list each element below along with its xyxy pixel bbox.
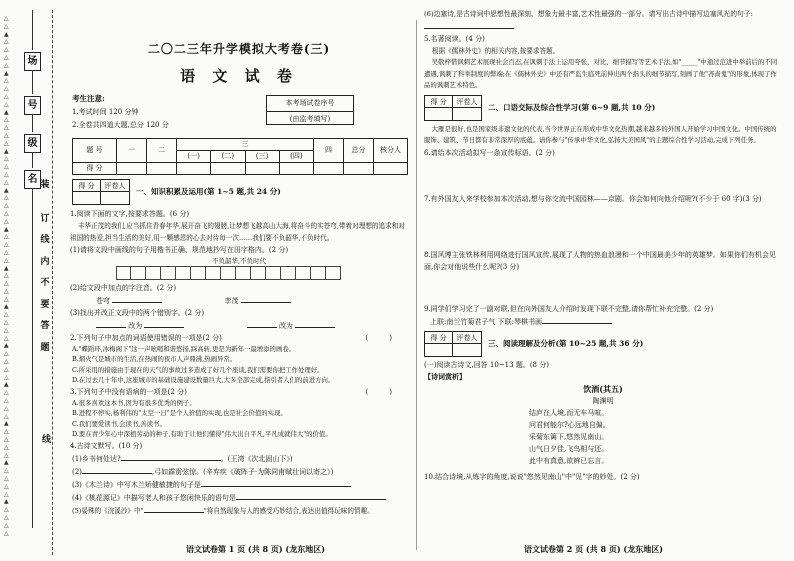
answer-blank[interactable] — [82, 465, 152, 474]
scorer-label: 评卷人 — [453, 96, 481, 108]
question-4-3-stem: (3)《木兰诗》中写木兰矫健敏捷的句子是 — [72, 480, 201, 489]
scorer-label: 得 分 — [425, 332, 453, 344]
change-to-label: 改为 — [128, 321, 143, 330]
question-4-2 — [72, 465, 412, 478]
score-cell[interactable] — [211, 162, 245, 174]
question-2-option-c: C.所采用的措施由于现在的天气的事故过多造成了好几个座谈,我们需要你把工作处理好。 — [72, 365, 324, 374]
question-8: 8.国风博主张铁林利用网络进行国风宣传,展现了人物的热血浪漫和一个中国最美少年的英雄梦。如果你们有机会见面,你会对他说些什么呢?(3 分) — [424, 250, 776, 271]
notice-title: 考生注意: — [72, 93, 105, 103]
score-table-header: 一 — [117, 138, 147, 162]
scorer-box — [424, 331, 482, 357]
question-7: 7.有外国友人来学校参加本次活动,想与你交流中国园林——京剧。你会如何向他介绍呢?(不少于 60 字)(3 分) — [424, 194, 762, 203]
question-2 — [70, 332, 412, 344]
score-cell[interactable] — [374, 162, 408, 174]
score-cell[interactable] — [279, 162, 313, 174]
question-4-6 — [424, 8, 782, 33]
answer-blank[interactable] — [236, 491, 386, 500]
answer-blank[interactable] — [121, 452, 221, 461]
question-4-4-stem: (4)《桃花源记》中描写老人和孩子悠闲快乐的语句是 — [72, 493, 236, 502]
couplet-text: 上联:南兰竹菊君子气 下联:琴棋书画 — [430, 317, 542, 326]
score-table — [72, 138, 408, 175]
score-field[interactable] — [425, 344, 453, 356]
word-to-annotate: 孪茂 — [224, 296, 239, 305]
score-cell[interactable] — [147, 162, 177, 174]
poem-title: 饮酒(其五) — [583, 383, 623, 394]
notice-item: 2.全卷共四道大题,总分 120 分 — [72, 120, 169, 129]
binding-label-number: 号 — [24, 96, 41, 115]
answer-blank[interactable] — [144, 319, 184, 328]
score-table-header: 二 — [147, 138, 177, 162]
binding-dashed-line — [52, 10, 53, 555]
subject-title: 语 文 试 卷 — [180, 67, 298, 85]
typo-answers — [96, 319, 412, 332]
question-1-3: (3)找出并改正文段中的两个错别字。(2 分) — [70, 308, 205, 317]
section-two-header — [424, 95, 782, 121]
binding-label-class: 级 — [24, 134, 41, 153]
section-three-part-one: (一)阅读古诗文,回答 10~13 题。(8 分) — [424, 360, 549, 369]
answer-blank[interactable] — [241, 294, 291, 303]
change-to-label: 改为 — [278, 321, 293, 330]
answer-blank[interactable] — [295, 319, 335, 328]
question-4-3 — [72, 478, 412, 491]
score-table-subheader: (四) — [279, 150, 313, 162]
answer-space[interactable] — [424, 273, 782, 303]
couplet — [430, 315, 782, 328]
answer-bracket[interactable]: ( ) — [365, 333, 392, 342]
question-9: 9.同学们学习完了一副对联,但在向外国友人介绍时发现下联不完整,请你帮忙补充完整。(2 分) — [424, 304, 714, 313]
page-two — [424, 8, 782, 556]
question-2-option-d: D.在过去几十年中,这座城市的基础设施建设数量巨大,大多全部完成,指引者人们的前进方向。 — [72, 376, 335, 385]
score-cell[interactable] — [177, 162, 211, 174]
question-4-5-tail: "将自然现象与人的感受巧妙结合,表达出值得玩味的情趣。 — [203, 506, 374, 515]
poem-label: 【诗词赏析】 — [424, 371, 466, 381]
scorer-label: 得 分 — [73, 180, 101, 192]
question-2-stem: 2.下列句子中加点的词语使用错误的一项是(2 分) — [70, 333, 222, 342]
seat-number-hint: (由监考填写) — [267, 111, 353, 126]
binding-margin — [0, 0, 72, 561]
binding-label-venue: 场 — [24, 52, 41, 71]
scorer-box — [72, 179, 130, 205]
poem-line: 此中有真意,欲辨已忘言。 — [529, 456, 609, 465]
section-one-header — [72, 179, 412, 205]
score-table-subheader: (一) — [177, 150, 211, 162]
triangle-border-decoration: △ △ ▲ △ △ △ △ ▲ △ △ △ △ ▲ △ △ △ △ ▲ △ △ △ △ ▲ △ △ △ △ ▲ △ △ △ △ ▲ △ △ △ △ ▲ △ △ △ △ ▲ △ △ △ △ ▲ △ △ △ △ ▲ △ △ △ △ ▲ △ △ △ △ ▲ △ △ △ △ — [4, 15, 8, 537]
binding-label-name: 名 — [24, 170, 41, 189]
binding-warning-text: 装 订 线 内 不 要 答 题 — [40, 180, 50, 353]
question-1-1: (1)请将文段中画线的句子用楷书正确、规范地抄写在田字格内。(2 分) — [70, 245, 289, 254]
score-cell[interactable] — [117, 162, 147, 174]
writing-grid[interactable] — [116, 266, 412, 280]
answer-space[interactable] — [424, 205, 782, 249]
notice-area — [66, 92, 412, 136]
answer-blank[interactable] — [201, 478, 351, 487]
binding-rule — [32, 114, 33, 132]
question-3-option-a: A.很多喜欢这本书,因为有很多优秀的例子。 — [72, 398, 196, 407]
page-one — [66, 8, 412, 556]
section-one-title: 一、知识积累及运用(第 1~5 题,共 24 分) — [136, 187, 281, 197]
exam-title: 二〇二三年升学模拟大考卷(三) — [147, 42, 331, 56]
question-6: 6.请给本次活动拟写一条宣传标语。(2 分) — [424, 148, 555, 157]
score-cell[interactable] — [245, 162, 279, 174]
section-two-title: 二、口语交际及综合性学习(第 6~9 题,共 10 分) — [488, 102, 656, 112]
question-3 — [70, 386, 412, 398]
grid-caption: 不负韶华,不负时代 — [211, 256, 267, 265]
binding-rule — [32, 188, 33, 528]
question-2-option-a: A."蝶蹈环,冰梅阁下"这一声吆喝和谐悠扬,踩高转,更是为新年一最增添的画卷。 — [72, 344, 296, 353]
pinyin-answers — [96, 294, 412, 307]
question-5: 5.名著阅读。(4 分) — [424, 35, 485, 43]
section-three-header — [424, 331, 782, 357]
question-10: 10.结合诗境,从炼字的角度,说说"悠然见南山"中"见"字的妙处。(2 分) — [424, 472, 640, 481]
question-4-5 — [72, 504, 412, 517]
column-divider — [416, 20, 417, 550]
page-footer: 语文试卷第 2 页 (共 8 页) (龙东地区) — [524, 544, 663, 554]
candidate-notice — [72, 92, 169, 132]
question-4-2-stem: (2) — [72, 467, 82, 476]
binding-line-label: 线 — [42, 435, 52, 445]
poem-line: 结庐在人境,而无车马喧。 — [529, 408, 609, 417]
page-footer: 语文试卷第 1 页 (共 8 页) (龙东地区) — [186, 544, 325, 554]
question-5-body: 吴敬梓借讽刺艺术展现社会百态,在讽刺手法上运用夸张、对比、细节描写等艺术手法,如"_____"中通过范进中举前后的不同遭遇,讽刺了科举制度的弊端;在《儒林外史》中还有严监生临死前伸出两个指头的细节描写,刻画了他"吝啬鬼"的形象,体现了作品的讽刺艺术特色。 — [424, 58, 778, 89]
binding-rule — [32, 152, 33, 168]
poem-line: 问君何能尔?心远地自偏。 — [529, 420, 610, 429]
answer-blank[interactable] — [424, 20, 514, 29]
word-to-annotate: 苍穹 — [96, 296, 110, 305]
poem-line: 山气日夕佳,飞鸟相与还。 — [529, 444, 609, 453]
scorer-box — [424, 95, 482, 121]
question-5-intro: 根据《儒林外史》的相关内容,按要求答题。 — [431, 47, 560, 55]
score-table-header: 题 号 — [73, 138, 117, 162]
question-4-2-source: ,弓如霹雳弦惊。(辛弃疾《破阵子·为陈同甫赋壮词以寄之》) — [151, 467, 334, 476]
score-table-subheader: (三) — [245, 150, 279, 162]
question-4: 4.古诗文默写。(10 分) — [70, 441, 143, 450]
poem-line: 采菊东篱下,悠然见南山。 — [529, 432, 609, 441]
question-4-6-stem: (6)边塞诗,是古诗词中思想性最深刻、想象力最丰富,艺术性最强的一部分。请写出古诗中描写边塞风光的句子: — [424, 10, 753, 18]
question-4-1-source: 。(王湾《次北固山下》) — [220, 454, 293, 463]
answer-blank[interactable] — [112, 294, 162, 303]
section-three-title: 三、阅读理解及分析(第 10~25 题,共 36 分) — [488, 338, 644, 348]
question-3-option-d: D.要在青少年心中深植劳动的种子,有助于让他们懂得"伟大出自平凡,平凡成就伟大"的价值。 — [72, 430, 332, 439]
question-4-4 — [72, 491, 412, 504]
scorer-field[interactable] — [101, 192, 129, 204]
score-table-row-label: 得 分 — [73, 162, 117, 174]
notice-item: 1.考试时间 120 分钟 — [72, 107, 139, 116]
question-4-1 — [72, 452, 412, 465]
score-table-header: 核分人 — [374, 138, 408, 162]
binding-rule — [32, 70, 33, 94]
score-table-header: 三 — [177, 138, 314, 150]
question-4-1-stem: (1)乡书何处达? — [72, 454, 121, 463]
seat-number-box — [266, 95, 354, 125]
question-1: 1.阅读下面的文字,按要求答题。(6 分) — [70, 209, 190, 218]
score-table-header: 总分 — [344, 138, 374, 162]
score-cell[interactable] — [344, 162, 374, 174]
binding-rule — [32, 10, 33, 50]
score-table-header: 四 — [314, 138, 344, 162]
question-2-option-b: B.烟火气是城市的生活,在热闹的夜市人声鼎沸,热闹异常。 — [72, 355, 237, 364]
answer-blank[interactable] — [144, 504, 204, 513]
scorer-label: 得 分 — [425, 96, 453, 108]
question-1-2: (2)给文段中加点的字注音。(2 分) — [70, 283, 177, 292]
scorer-field[interactable] — [453, 108, 481, 120]
question-3-option-b: B.进程不停实,杨利伟的"太空一日"是个人价值的实现,也是社会价值的实现。 — [72, 409, 287, 418]
poem-author: 陶渊明 — [592, 396, 614, 405]
scorer-field[interactable] — [453, 344, 481, 356]
score-field[interactable] — [425, 108, 453, 120]
question-1-passage: 丰华正茂的我们,应当抓住青春年华,展开奋飞的翅膀,让梦想飞越高山大海,将奋斗的实苍穹,带着对理想的追求和对祖国的热爱,担当生活的美好,用一颗感恩的心去对待每一次……我们要不负韶华,不负时代。 — [70, 221, 405, 242]
score-cell[interactable] — [314, 162, 344, 174]
section-two-context: 大雁是很好,也是国家级非遗文化的代表,当今世界正在形成中华文化热潮,越来越多的外国人开始学习中国文化。中国传统的服饰、建筑、节日都有非常深厚的底蕴。请你参与"传承中华文化,弘扬大美国风"的主题综合性学习活动,完成下列任务。 — [424, 124, 777, 144]
answer-bracket[interactable]: ( ) — [365, 387, 392, 396]
score-field[interactable] — [73, 192, 101, 204]
answer-blank[interactable] — [96, 319, 126, 328]
question-4-5-stem: (5)晏殊的《浣溪沙》中" — [72, 506, 144, 515]
poem-body — [529, 407, 782, 467]
question-3-option-c: C.我们要爱读书,会读书,善读书。 — [72, 419, 166, 428]
seat-number-label: 本考场试卷序号 — [285, 98, 335, 107]
score-table-subheader: (二) — [211, 150, 245, 162]
answer-space[interactable] — [424, 159, 782, 193]
scorer-label: 评卷人 — [101, 180, 129, 192]
question-3-stem: 3.下列句子中没有语病的一项是(2 分) — [70, 387, 187, 396]
scorer-label: 评卷人 — [453, 332, 481, 344]
answer-blank[interactable] — [247, 319, 277, 328]
answer-blank[interactable] — [542, 315, 612, 324]
